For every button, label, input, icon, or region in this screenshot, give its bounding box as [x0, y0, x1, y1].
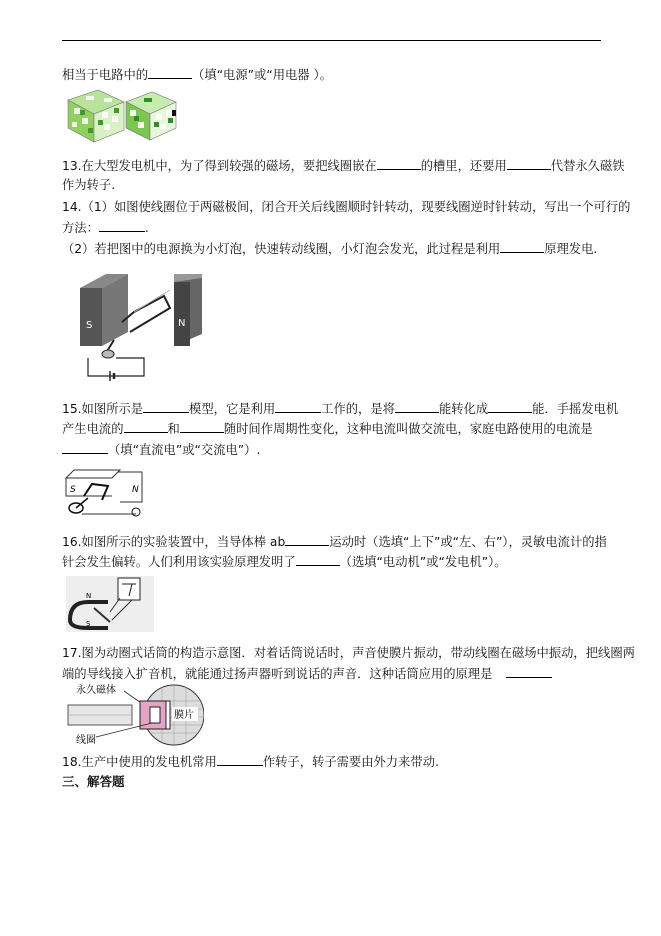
blank[interactable] — [275, 400, 321, 413]
q14-line3: （2）若把图中的电源换为小灯泡，快速转动线圈，小灯泡会发光，此过程是利用 原理发电. — [62, 242, 598, 256]
blank[interactable] — [124, 420, 168, 433]
generator-figure — [62, 462, 146, 522]
q17-line2: 端的导线接入扩音机，就能通过扬声器听到说话的声音．这种话筒应用的原理是 — [62, 665, 552, 682]
microphone-figure — [66, 683, 204, 747]
q15-line1: 15.如图所示是 模型，它是利用 工作的，是将 能转化成 能．手摇发电机 — [62, 402, 619, 416]
q16-line1: 16.如图所示的实验装置中，当导体棒 ab 运动时（选填“上下”或“左、右”），灵敏电流计的指 — [62, 535, 607, 549]
q18-line1: 18.生产中使用的发电机常用 作转子，转子需要由外力来带动. — [62, 755, 439, 769]
q15-line2: 产生电流的 和 随时间作周期性变化，这种电流叫做交流电，家庭电路使用的电流是 — [62, 422, 593, 436]
blank[interactable] — [377, 157, 421, 170]
circuit-wire — [88, 358, 144, 376]
q16-line2: 针会发生偏转。人们利用该实验原理发明了 （选填“电动机”或“发电机”）。 — [62, 555, 507, 569]
q12-text: 相当于电路中的 （填“电源”或“用电器 ）。 — [62, 68, 332, 82]
blank[interactable] — [148, 66, 192, 79]
membrane — [166, 701, 170, 729]
label-n: N — [178, 318, 186, 329]
label-permanent-magnet: 永久磁体 — [76, 685, 116, 696]
label-coil: 线圈 — [76, 735, 96, 746]
label-s: S — [86, 620, 91, 628]
blank[interactable] — [296, 553, 340, 566]
label-n: N — [132, 485, 139, 495]
blank[interactable] — [143, 400, 189, 413]
blank[interactable] — [285, 533, 329, 546]
blank[interactable] — [62, 441, 108, 454]
blank[interactable] — [217, 753, 263, 766]
q14-line1: 14.（1）如图使线圈位于两磁极间，闭合开关后线圈顺时针转动，现要线圈逆时针转动，写出一个可行的 — [62, 200, 631, 214]
blank[interactable] — [506, 665, 552, 678]
section-3-heading: 三、解答题 — [62, 774, 125, 789]
magnet-s — [80, 288, 102, 346]
blank[interactable] — [500, 240, 544, 253]
label-s: S — [70, 485, 76, 495]
induction-experiment-figure — [62, 572, 158, 634]
rubik-cube-figure — [64, 86, 180, 144]
magnet-n — [174, 282, 190, 346]
q14-line2: 方法： . — [62, 221, 149, 235]
q13-line1: 13.在大型发电机中，为了得到较强的磁场，要把线圈嵌在 的槽里，还要用 代替永久磁铁 — [62, 159, 625, 173]
galvanometer — [118, 578, 140, 600]
blank[interactable] — [507, 157, 551, 170]
blank[interactable] — [99, 219, 145, 232]
label-membrane: 膜片 — [174, 710, 194, 721]
blank[interactable] — [488, 400, 532, 413]
cube-left — [68, 90, 124, 142]
q13-line2: 作为转子. — [62, 178, 116, 192]
motor-figure — [74, 268, 214, 386]
cube-right — [126, 92, 176, 140]
blank[interactable] — [395, 400, 439, 413]
label-s: S — [86, 320, 93, 331]
q15-line3: （填“直流电”或“交流电”）. — [62, 441, 260, 458]
coil — [122, 296, 170, 332]
blank[interactable] — [180, 420, 224, 433]
label-n: N — [86, 592, 92, 600]
header-rule — [62, 40, 601, 41]
q17-line1: 17.图为动圈式话筒的构造示意图．对着话筒说话时，声音使膜片振动，带动线圈在磁场中振动，把线圈两 — [62, 646, 635, 660]
